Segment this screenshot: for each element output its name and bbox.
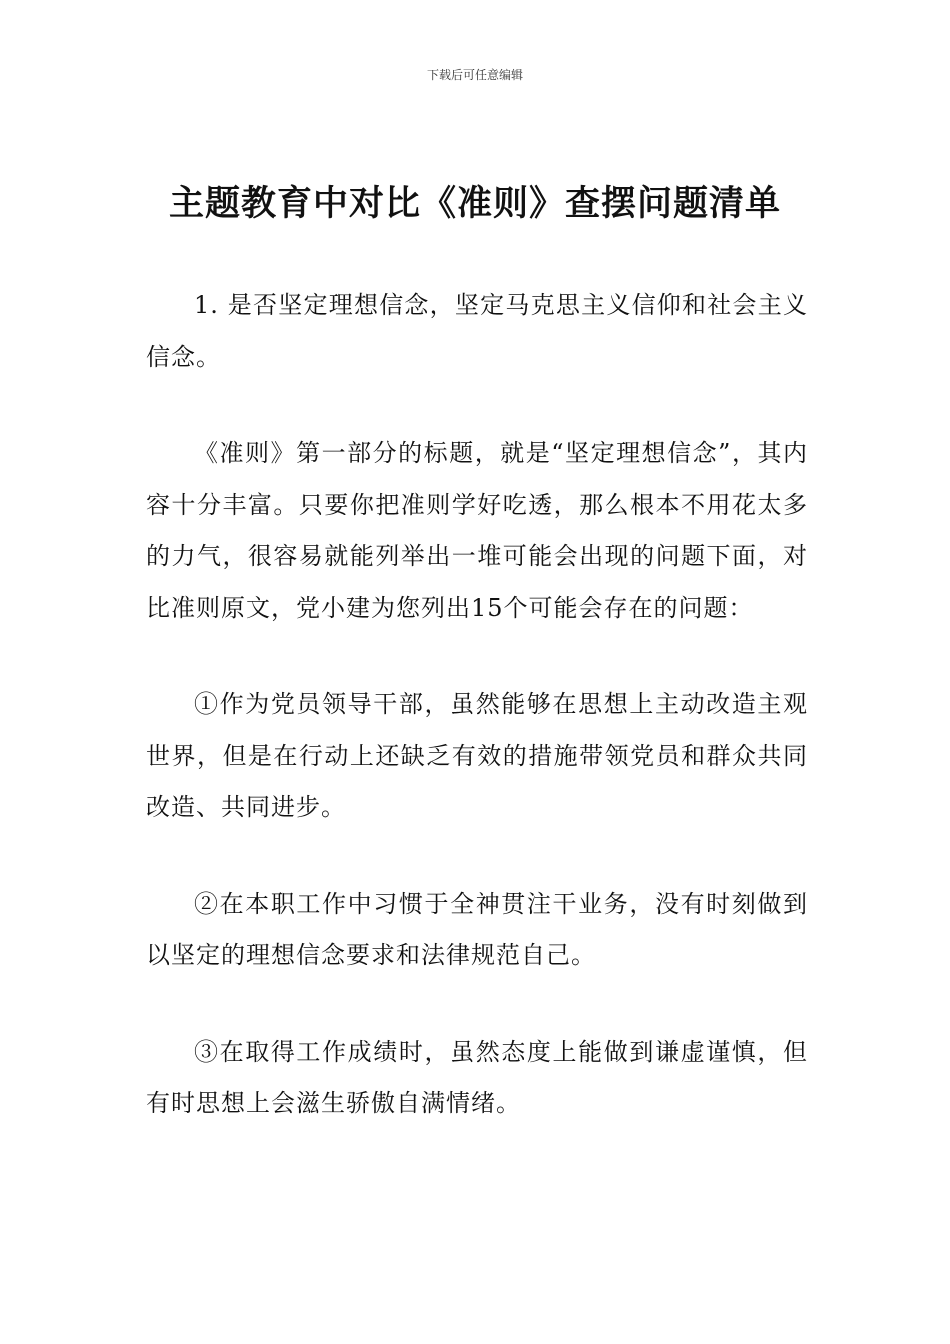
paragraph-item-1: ①作为党员领导干部，虽然能够在思想上主动改造主观世界，但是在行动上还缺乏有效的措施带领党员和群众共同改造、共同进步。 — [146, 690, 808, 821]
page-header-note: 下载后可任意编辑 — [426, 68, 523, 82]
paragraph-question-1: 1. 是否坚定理想信念，坚定马克思主义信仰和社会主义信念。 — [146, 291, 808, 371]
paragraph-intro: 《准则》第一部分的标题，就是“坚定理想信念”，其内容十分丰富。只要你把准则学好吃透，那么根本不用花太多的力气，很容易就能列举出一堆可能会出现的问题下面，对比准则原文，党小建为您列出15个可能会存在的问题： — [146, 439, 808, 622]
paragraph-item-3: ③在取得工作成绩时，虽然态度上能做到谦虚谨慎，但有时思想上会滋生骄傲自满情绪。 — [146, 1037, 808, 1117]
document-body — [146, 280, 808, 1175]
paragraph-item-2: ②在本职工作中习惯于全神贯注干业务，没有时刻做到以坚定的理想信念要求和法律规范自己。 — [146, 889, 808, 969]
document-title: 主题教育中对比《准则》查摆问题清单 — [168, 184, 781, 224]
